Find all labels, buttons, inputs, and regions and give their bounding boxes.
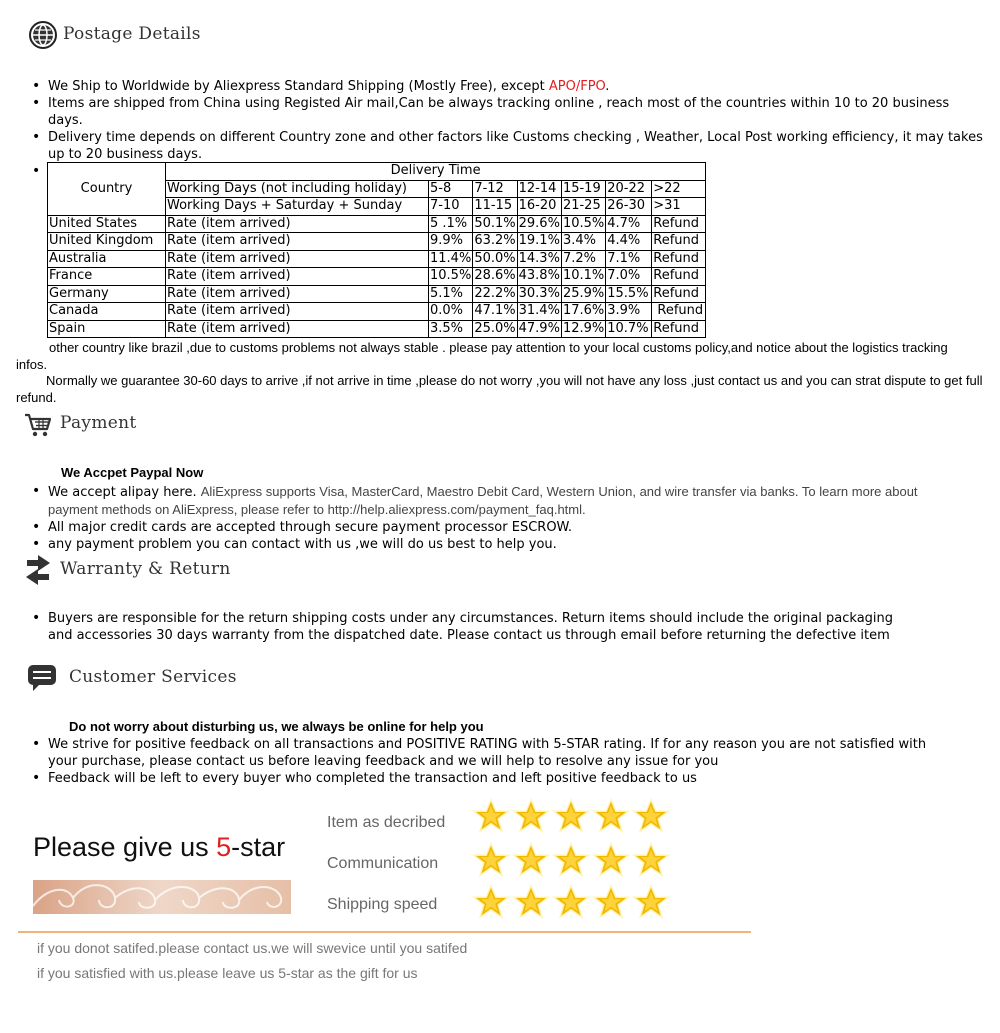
star-icon xyxy=(472,884,510,920)
chat-bubble-icon xyxy=(27,663,57,697)
five-star-headline: Please give us 5-star xyxy=(33,832,286,862)
star-icon xyxy=(632,798,670,834)
postage-bullet-3: • Delivery time depends on different Country zone and other factors like Customs checking , Weather, Local Post working efficiency, it may takes up to 20 business days. xyxy=(32,129,987,163)
customer-bullets xyxy=(32,736,932,787)
star-icon xyxy=(592,842,630,878)
star-icon xyxy=(632,884,670,920)
table-row: United Kingdom Rate (item arrived) 9.9% 63.2% 19.1% 3.4% 4.4% Refund xyxy=(48,233,706,251)
payment-bullet-1: • We accept alipay here. AliExpress supports Visa, MasterCard, Maestro Debit Card, Western Union, and wire transfer via banks. To learn more about payment methods on AliExpress, please refer to http://help.aliexpress.com/payment_faq.html. xyxy=(32,483,962,519)
payment-subtitle: We Accpet Paypal Now xyxy=(61,465,204,480)
table-row-working-weekend: Working Days + Saturday + Sunday 7-10 11-15 16-20 21-25 26-30 >31 xyxy=(48,198,706,216)
footer-line-2: if you satisfied with us.please leave us 5-star as the gift for us xyxy=(37,965,418,981)
rating-label-item-described: Item as decribed xyxy=(327,814,446,831)
delivery-table-wrap xyxy=(47,162,706,338)
warranty-bullets xyxy=(32,610,912,644)
star-icon xyxy=(592,884,630,920)
globe-icon xyxy=(28,20,58,54)
table-row: Spain Rate (item arrived) 3.5% 25.0% 47.9% 12.9% 10.7% Refund xyxy=(48,320,706,338)
table-row: United States Rate (item arrived) 5 .1% 50.1% 29.6% 10.5% 4.7% Refund xyxy=(48,215,706,233)
star-rating-item-described xyxy=(472,798,672,838)
payment-bullets xyxy=(32,483,962,553)
payment-bullet-3: • any payment problem you can contact with us ,we will do us best to help you. xyxy=(32,536,962,553)
table-header-country: Country xyxy=(48,163,166,216)
section-title-customer-services: Customer Services xyxy=(69,667,237,687)
decorative-pattern-banner xyxy=(33,880,291,914)
star-icon xyxy=(472,798,510,834)
postage-note-brazil: other country like brazil ,due to customs problems not always stable . please pay attention to your local customs policy,and notice about the logistics tracking infos. xyxy=(16,340,948,372)
table-row: Canada Rate (item arrived) 0.0% 47.1% 31.4% 17.6% 3.9% Refund xyxy=(48,303,706,321)
warranty-bullet-1: • Buyers are responsible for the return shipping costs under any circumstances. Return items should include the original packaging and accessories 30 days warranty from the dispatched date. Please contact us through email before returning the defective item xyxy=(32,610,912,644)
star-icon xyxy=(552,842,590,878)
table-header-delivery-time: Delivery Time xyxy=(166,163,706,181)
star-rating-shipping-speed xyxy=(472,884,672,924)
table-row-working-days: Working Days (not including holiday) 5-8 7-12 12-14 15-19 20-22 >22 xyxy=(48,180,706,198)
section-title-payment: Payment xyxy=(60,413,137,433)
postage-bullet-2: • Items are shipped from China using Registed Air mail,Can be always tracking online , reach most of the countries within 10 to 20 business days. xyxy=(32,95,987,129)
customer-subtitle: Do not worry about disturbing us, we always be online for help you xyxy=(69,719,484,734)
star-icon xyxy=(472,842,510,878)
customer-bullet-1: • We strive for positive feedback on all transactions and POSITIVE RATING with 5-STAR rating. If for any reason you are not satisfied with your purchase, please contact us before leaving feedback and we will help to resolve any issue for you xyxy=(32,736,932,770)
customer-bullet-2: • Feedback will be left to every buyer who completed the transaction and left positive feedback to us xyxy=(32,770,932,787)
orange-divider xyxy=(18,931,751,933)
star-rating-communication xyxy=(472,842,672,882)
shopping-cart-icon xyxy=(24,412,52,442)
section-title-warranty: Warranty & Return xyxy=(60,559,231,579)
footer-line-1: if you donot satifed.please contact us.we will swevice until you satifed xyxy=(37,940,468,956)
section-title-postage: Postage Details xyxy=(63,24,201,44)
star-icon xyxy=(552,798,590,834)
star-icon xyxy=(592,798,630,834)
rating-label-shipping-speed: Shipping speed xyxy=(327,896,438,913)
apo-fpo-text: APO/FPO xyxy=(548,79,606,94)
postage-note-guarantee: Normally we guarantee 30-60 days to arrive ,if not arrive in time ,please do not worry ,you will not have any loss ,just contact us and you can strat dispute to get full refund. xyxy=(16,373,983,405)
rating-label-communication: Communication xyxy=(327,855,439,872)
star-icon xyxy=(512,842,550,878)
star-icon xyxy=(552,884,590,920)
star-icon xyxy=(512,884,550,920)
star-icon xyxy=(512,798,550,834)
table-row: France Rate (item arrived) 10.5% 28.6% 43.8% 10.1% 7.0% Refund xyxy=(48,268,706,286)
swap-arrows-icon xyxy=(24,553,52,591)
star-icon xyxy=(632,842,670,878)
table-row: Australia Rate (item arrived) 11.4% 50.0% 14.3% 7.2% 7.1% Refund xyxy=(48,250,706,268)
postage-bullet-1: • We Ship to Worldwide by Aliexpress Standard Shipping (Mostly Free), except APO/FPO. xyxy=(32,78,987,95)
delivery-time-table xyxy=(47,162,706,338)
table-row: Germany Rate (item arrived) 5.1% 22.2% 30.3% 25.9% 15.5% Refund xyxy=(48,285,706,303)
payment-bullet-2: • All major credit cards are accepted through secure payment processor ESCROW. xyxy=(32,519,962,536)
